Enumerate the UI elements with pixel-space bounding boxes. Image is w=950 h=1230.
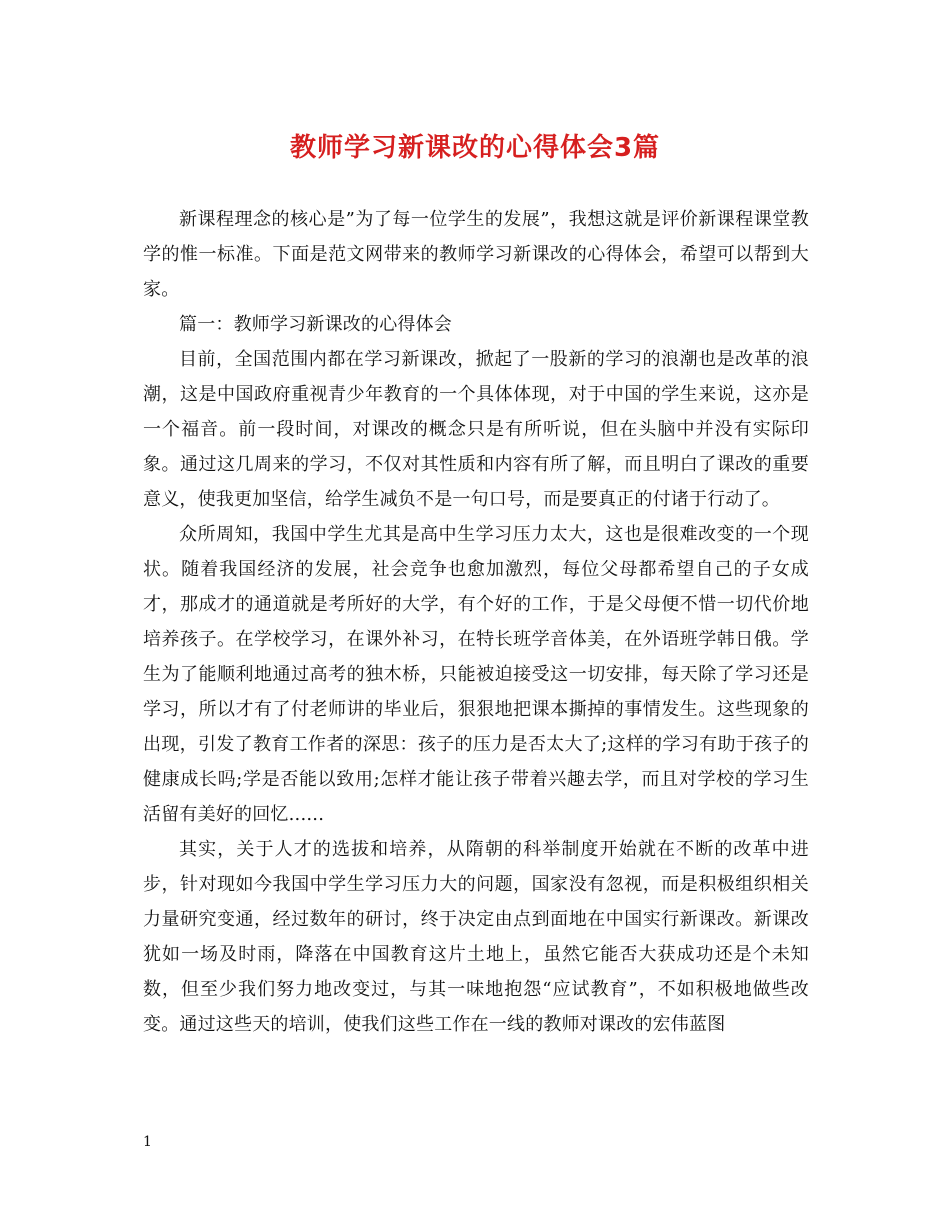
- section-heading-part-one: 篇一：教师学习新课改的心得体会: [179, 314, 452, 335]
- document-title: 教师学习新课改的心得体会3篇: [289, 133, 661, 163]
- paragraph-1: 目前，全国范围内都在学习新课改，掀起了一股新的学习的浪潮也是改革的浪潮，这是中国政府重视青少年教育的一个具体体现，对于中国的学生来说，这亦是一个福音。前一段时间，对课改的概念只是有所听说，但在头脑中并没有实际印象。通过这几周来的学习，不仅对其性质和内容有所了解，而且明白了课改的重要意义，使我更加坚信，给学生减负不是一句口号，而是要真正的付诸于行动了。: [143, 349, 809, 510]
- paragraph-intro: 新课程理念的核心是”为了每一位学生的发展”，我想这就是评价新课程课堂教学的惟一标准。下面是范文网带来的教师学习新课改的心得体会，希望可以帮到大家。: [143, 209, 809, 300]
- page-number: 1: [143, 1134, 152, 1150]
- paragraph-3: 其实，关于人才的选拔和培养，从隋朝的科举制度开始就在不断的改革中进步，针对现如今我国中学生学习压力大的问题，国家没有忽视，而是积极组织相关力量研究变通，经过数年的研讨，终于决定由点到面地在中国实行新课改。新课改犹如一场及时雨，降落在中国教育这片土地上，虽然它能否大获成功还是个未知数，但至少我们努力地改变过，与其一味地抱怨“应试教育”，不如积极地做些改变。通过这些天的培训，使我们这些工作在一线的教师对课改的宏伟蓝图: [143, 839, 809, 1035]
- paragraph-2: 众所周知，我国中学生尤其是高中生学习压力太大，这也是很难改变的一个现状。随着我国经济的发展，社会竞争也愈加激烈，每位父母都希望自己的子女成才，那成才的通道就是考所好的大学，有个好的工作，于是父母便不惜一切代价地培养孩子。在学校学习，在课外补习，在特长班学音体美，在外语班学韩日俄。学生为了能顺利地通过高考的独木桥，只能被迫接受这一切安排，每天除了学习还是学习，所以才有了付老师讲的毕业后，狠狠地把课本撕掉的事情发生。这些现象的出现，引发了教育工作者的深思：孩子的压力是否太大了;这样的学习有助于孩子的健康成长吗;学是否能以致用;怎样才能让孩子带着兴趣去学，而且对学校的学习生活留有美好的回忆......: [143, 524, 809, 825]
- document-body: [143, 202, 809, 1042]
